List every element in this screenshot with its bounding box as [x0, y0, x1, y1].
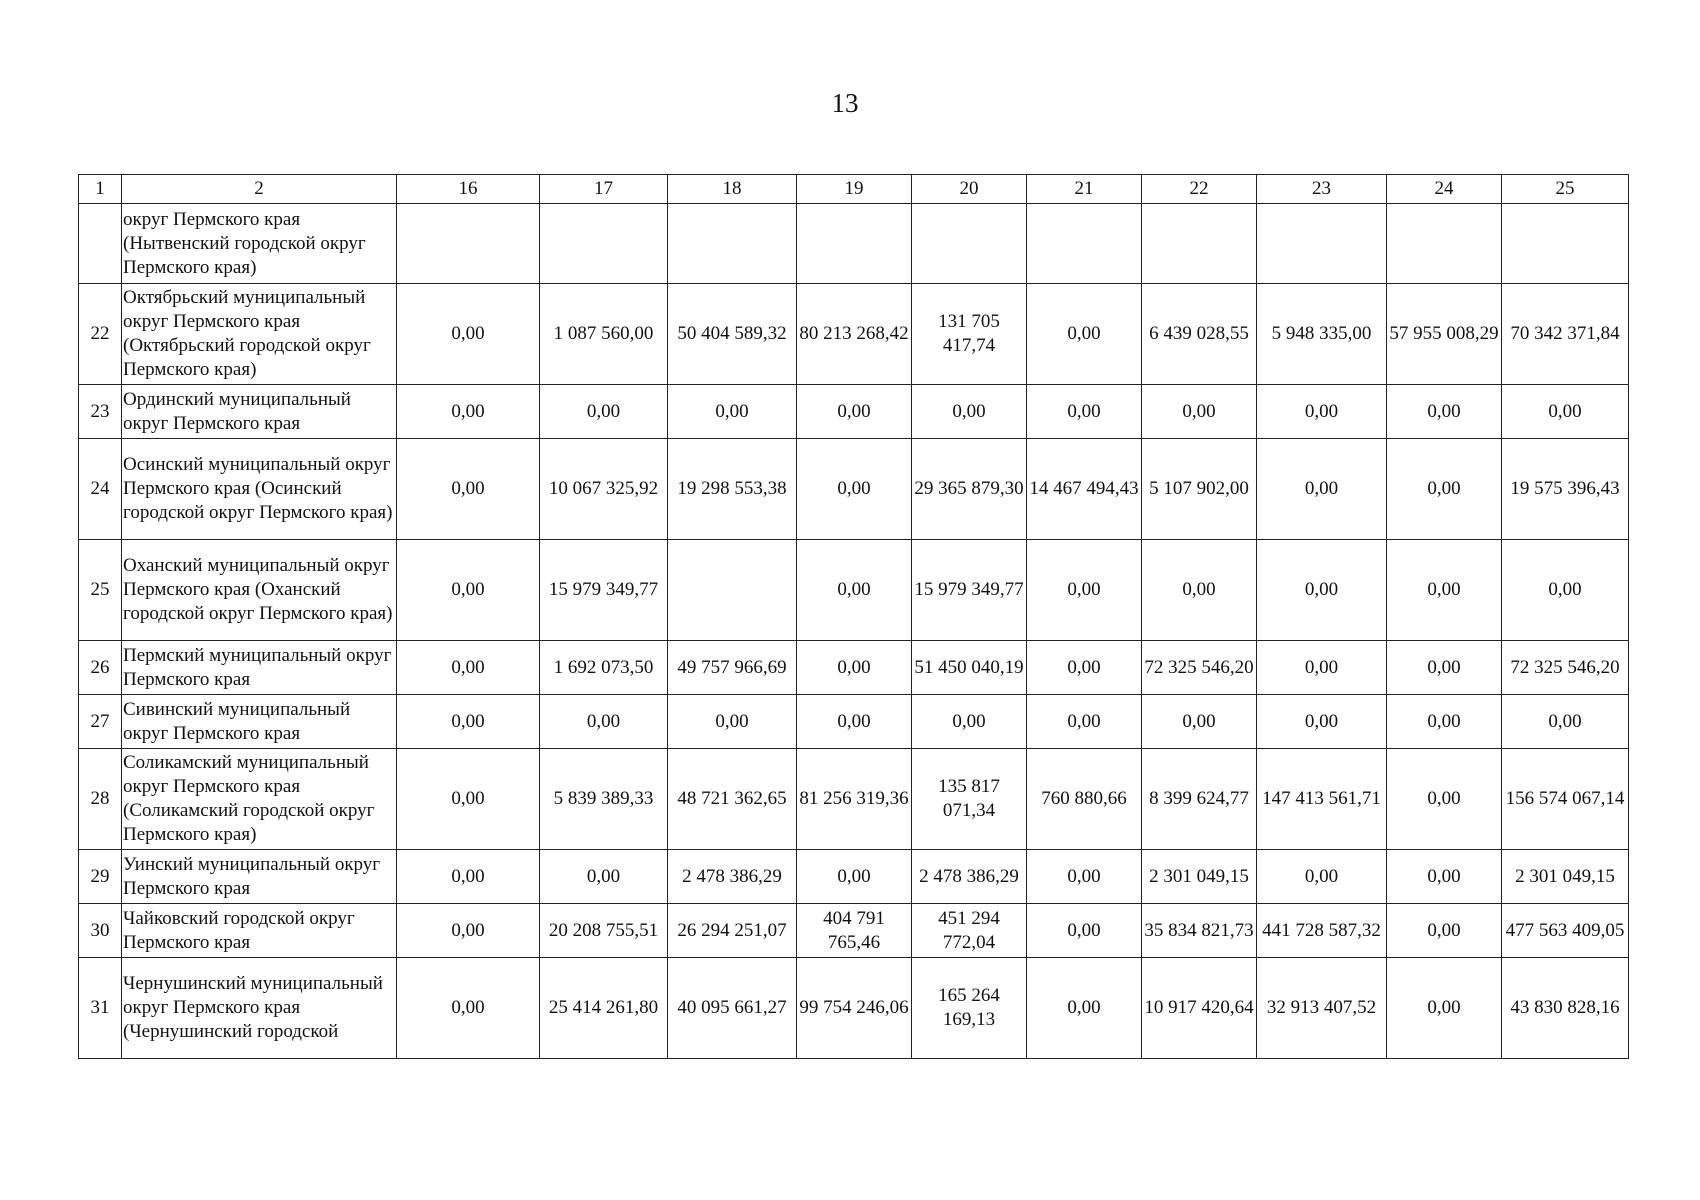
value-cell: [797, 204, 912, 284]
value-cell: [912, 204, 1027, 284]
value-cell: 19 575 396,43: [1502, 439, 1629, 540]
value-cell: 72 325 546,20: [1502, 641, 1629, 695]
row-number-cell: 31: [79, 958, 122, 1059]
row-number-cell: [79, 204, 122, 284]
value-cell: [1027, 204, 1142, 284]
value-cell: 0,00: [1387, 439, 1502, 540]
value-cell: 135 817 071,34: [912, 749, 1027, 850]
value-cell: 70 342 371,84: [1502, 284, 1629, 385]
value-cell: 0,00: [1257, 385, 1387, 439]
row-number-cell: 22: [79, 284, 122, 385]
value-cell: 80 213 268,42: [797, 284, 912, 385]
value-cell: 0,00: [1257, 850, 1387, 904]
header-cell: 23: [1257, 175, 1387, 204]
value-cell: 43 830 828,16: [1502, 958, 1629, 1059]
municipality-name-cell: Пермский муниципальный округ Пермского края: [122, 641, 397, 695]
value-cell: 0,00: [1502, 385, 1629, 439]
value-cell: 0,00: [540, 850, 668, 904]
value-cell: 0,00: [397, 958, 540, 1059]
header-cell: 19: [797, 175, 912, 204]
row-number-cell: 26: [79, 641, 122, 695]
municipality-name-cell: Сивинский муниципальный округ Пермского края: [122, 695, 397, 749]
value-cell: 0,00: [797, 385, 912, 439]
value-cell: 0,00: [397, 850, 540, 904]
value-cell: [668, 540, 797, 641]
row-number-cell: 24: [79, 439, 122, 540]
value-cell: 72 325 546,20: [1142, 641, 1257, 695]
value-cell: 14 467 494,43: [1027, 439, 1142, 540]
municipality-name-cell: Чайковский городской округ Пермского края: [122, 904, 397, 958]
value-cell: 5 839 389,33: [540, 749, 668, 850]
value-cell: 57 955 008,29: [1387, 284, 1502, 385]
row-number-cell: 30: [79, 904, 122, 958]
value-cell: 451 294 772,04: [912, 904, 1027, 958]
value-cell: 19 298 553,38: [668, 439, 797, 540]
table-row: [79, 204, 1629, 284]
table-row: [79, 284, 1629, 385]
value-cell: 0,00: [397, 695, 540, 749]
value-cell: 0,00: [1027, 904, 1142, 958]
value-cell: 0,00: [1387, 958, 1502, 1059]
value-cell: 0,00: [1257, 540, 1387, 641]
value-cell: 0,00: [1027, 385, 1142, 439]
header-cell: 18: [668, 175, 797, 204]
header-cell: 1: [79, 175, 122, 204]
value-cell: 48 721 362,65: [668, 749, 797, 850]
value-cell: 15 979 349,77: [540, 540, 668, 641]
table-row: [79, 958, 1629, 1059]
value-cell: 2 478 386,29: [668, 850, 797, 904]
table-row: [79, 439, 1629, 540]
value-cell: [397, 204, 540, 284]
municipality-name-cell: Чернушинский муниципальный округ Пермского края (Чернушинский городской: [122, 958, 397, 1059]
value-cell: 404 791 765,46: [797, 904, 912, 958]
value-cell: 0,00: [1387, 850, 1502, 904]
value-cell: 0,00: [912, 695, 1027, 749]
value-cell: [1142, 204, 1257, 284]
value-cell: 1 692 073,50: [540, 641, 668, 695]
row-number-cell: 23: [79, 385, 122, 439]
value-cell: 2 478 386,29: [912, 850, 1027, 904]
value-cell: 0,00: [1387, 385, 1502, 439]
municipality-name-cell: Октябрьский муниципальный округ Пермского края (Октябрьский городской округ Пермского края): [122, 284, 397, 385]
budget-table: [78, 174, 1629, 1059]
value-cell: 0,00: [797, 641, 912, 695]
value-cell: 8 399 624,77: [1142, 749, 1257, 850]
header-cell: 22: [1142, 175, 1257, 204]
value-cell: 0,00: [668, 695, 797, 749]
value-cell: 0,00: [1257, 439, 1387, 540]
municipality-name-cell: округ Пермского края (Нытвенский городской округ Пермского края): [122, 204, 397, 284]
value-cell: 0,00: [1027, 284, 1142, 385]
value-cell: 0,00: [1257, 641, 1387, 695]
header-cell: 16: [397, 175, 540, 204]
value-cell: 35 834 821,73: [1142, 904, 1257, 958]
value-cell: 0,00: [1027, 695, 1142, 749]
table-row: [79, 850, 1629, 904]
value-cell: 0,00: [1027, 958, 1142, 1059]
value-cell: 0,00: [397, 540, 540, 641]
header-cell: 24: [1387, 175, 1502, 204]
header-cell: 17: [540, 175, 668, 204]
value-cell: 5 948 335,00: [1257, 284, 1387, 385]
value-cell: 0,00: [1387, 695, 1502, 749]
value-cell: 0,00: [397, 385, 540, 439]
value-cell: 32 913 407,52: [1257, 958, 1387, 1059]
value-cell: 0,00: [912, 385, 1027, 439]
value-cell: 15 979 349,77: [912, 540, 1027, 641]
value-cell: 0,00: [1027, 641, 1142, 695]
value-cell: 6 439 028,55: [1142, 284, 1257, 385]
value-cell: 26 294 251,07: [668, 904, 797, 958]
value-cell: 477 563 409,05: [1502, 904, 1629, 958]
value-cell: 0,00: [397, 641, 540, 695]
municipality-name-cell: Уинский муниципальный округ Пермского края: [122, 850, 397, 904]
value-cell: 156 574 067,14: [1502, 749, 1629, 850]
value-cell: 99 754 246,06: [797, 958, 912, 1059]
value-cell: 0,00: [1142, 385, 1257, 439]
value-cell: 0,00: [668, 385, 797, 439]
value-cell: 0,00: [540, 695, 668, 749]
value-cell: 0,00: [1387, 540, 1502, 641]
value-cell: 0,00: [1257, 695, 1387, 749]
header-cell: 2: [122, 175, 397, 204]
value-cell: 81 256 319,36: [797, 749, 912, 850]
value-cell: 25 414 261,80: [540, 958, 668, 1059]
value-cell: 0,00: [1142, 695, 1257, 749]
table-row: [79, 695, 1629, 749]
value-cell: [540, 204, 668, 284]
value-cell: 5 107 902,00: [1142, 439, 1257, 540]
value-cell: 1 087 560,00: [540, 284, 668, 385]
value-cell: 0,00: [1502, 695, 1629, 749]
value-cell: 40 095 661,27: [668, 958, 797, 1059]
value-cell: 0,00: [1142, 540, 1257, 641]
row-number-cell: 25: [79, 540, 122, 641]
header-cell: 20: [912, 175, 1027, 204]
value-cell: 51 450 040,19: [912, 641, 1027, 695]
page-number: 13: [831, 88, 859, 118]
value-cell: 50 404 589,32: [668, 284, 797, 385]
value-cell: [1257, 204, 1387, 284]
header-cell: 25: [1502, 175, 1629, 204]
value-cell: 0,00: [1387, 904, 1502, 958]
value-cell: 131 705 417,74: [912, 284, 1027, 385]
header-row: [79, 175, 1629, 204]
table-row: [79, 904, 1629, 958]
row-number-cell: 28: [79, 749, 122, 850]
header-cell: 21: [1027, 175, 1142, 204]
value-cell: 0,00: [1027, 850, 1142, 904]
value-cell: 165 264 169,13: [912, 958, 1027, 1059]
value-cell: [668, 204, 797, 284]
municipality-name-cell: Соликамский муниципальный округ Пермского края (Соликамский городской округ Пермского края): [122, 749, 397, 850]
value-cell: 0,00: [797, 695, 912, 749]
table-row: [79, 749, 1629, 850]
table-row: [79, 385, 1629, 439]
value-cell: 0,00: [397, 284, 540, 385]
municipality-name-cell: Осинский муниципальный округ Пермского края (Осинский городской округ Пермского края): [122, 439, 397, 540]
value-cell: 147 413 561,71: [1257, 749, 1387, 850]
row-number-cell: 27: [79, 695, 122, 749]
row-number-cell: 29: [79, 850, 122, 904]
value-cell: 0,00: [397, 439, 540, 540]
value-cell: 760 880,66: [1027, 749, 1142, 850]
value-cell: 29 365 879,30: [912, 439, 1027, 540]
value-cell: 0,00: [797, 850, 912, 904]
value-cell: 0,00: [1387, 749, 1502, 850]
value-cell: 2 301 049,15: [1142, 850, 1257, 904]
value-cell: 0,00: [1027, 540, 1142, 641]
municipality-name-cell: Оханский муниципальный округ Пермского края (Оханский городской округ Пермского края): [122, 540, 397, 641]
value-cell: [1387, 204, 1502, 284]
value-cell: 49 757 966,69: [668, 641, 797, 695]
value-cell: 0,00: [797, 540, 912, 641]
value-cell: 10 067 325,92: [540, 439, 668, 540]
value-cell: 0,00: [797, 439, 912, 540]
value-cell: 0,00: [397, 749, 540, 850]
value-cell: 441 728 587,32: [1257, 904, 1387, 958]
municipality-name-cell: Ординский муниципальный округ Пермского края: [122, 385, 397, 439]
value-cell: [1502, 204, 1629, 284]
value-cell: 0,00: [1387, 641, 1502, 695]
table-row: [79, 540, 1629, 641]
value-cell: 0,00: [397, 904, 540, 958]
table-row: [79, 641, 1629, 695]
value-cell: 20 208 755,51: [540, 904, 668, 958]
value-cell: 10 917 420,64: [1142, 958, 1257, 1059]
value-cell: 0,00: [540, 385, 668, 439]
value-cell: 2 301 049,15: [1502, 850, 1629, 904]
value-cell: 0,00: [1502, 540, 1629, 641]
